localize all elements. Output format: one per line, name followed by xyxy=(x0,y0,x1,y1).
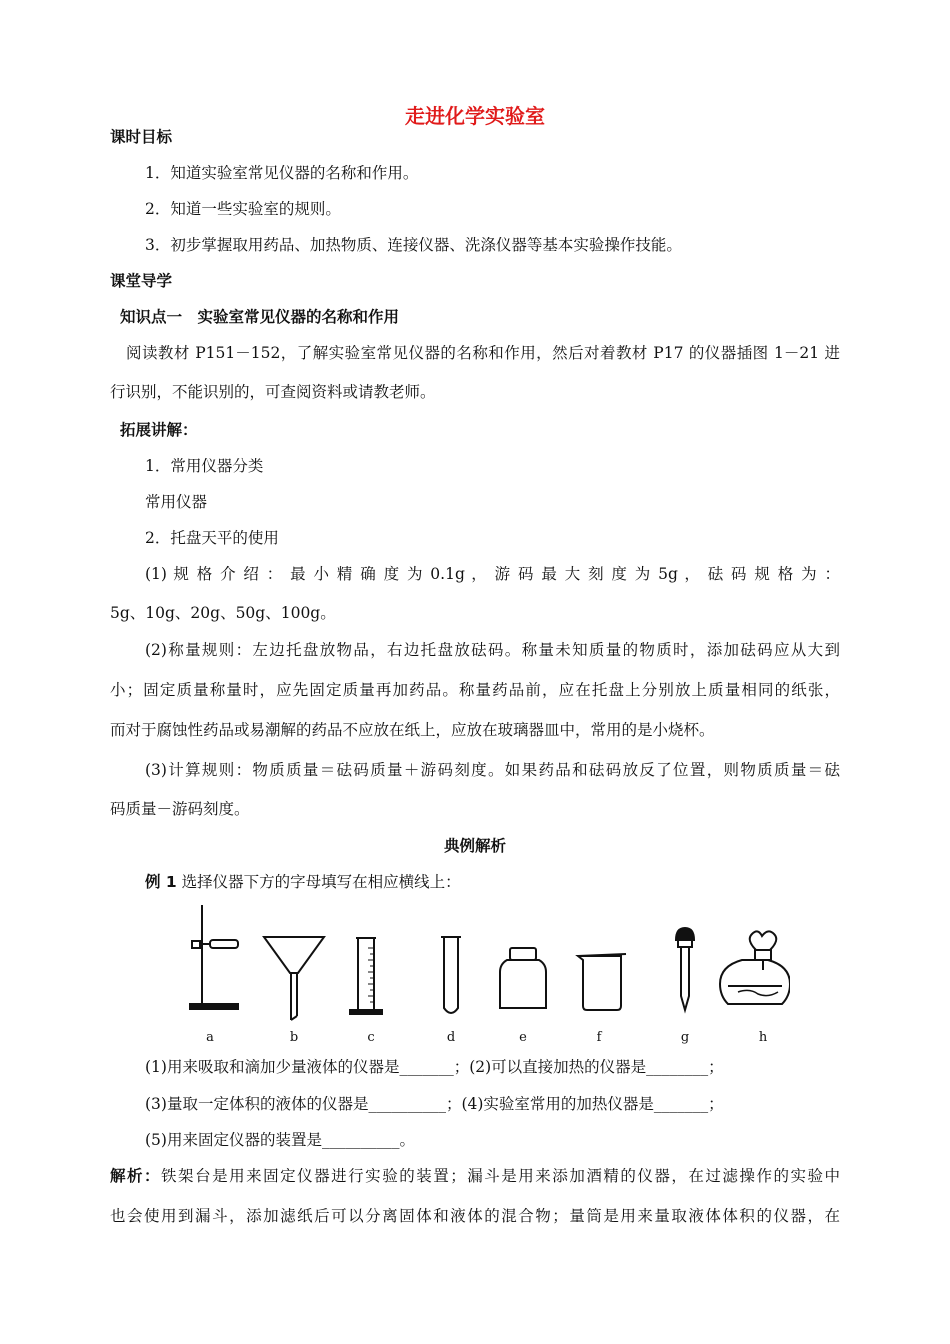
question-line-2: (3)量取一定体积的液体的仪器是__________；(4)实验室常用的加热仪器是_______； xyxy=(145,1095,724,1113)
example-label: 例 1 xyxy=(145,873,177,891)
spec-line-1: (1) 规 格 介 绍 ： 最 小 精 确 度 为 0.1g ， 游 码 最 大 刻 度 为 5g ， 砝 码 规 格 为 ： xyxy=(145,565,840,583)
figure-label-c: c xyxy=(367,1030,375,1045)
figure-label-b: b xyxy=(289,1030,299,1045)
goals-heading: 课时目标 xyxy=(110,128,173,146)
example-prompt-text: 选择仪器下方的字母填写在相应横线上： xyxy=(181,873,461,891)
analysis-line-1 xyxy=(110,1166,840,1186)
expand-item-1: 1．常用仪器分类 xyxy=(145,457,264,475)
figure-label-h: h xyxy=(758,1030,768,1045)
rule-line-1: (2)称量规则：左边托盘放物品，右边托盘放砝码。称量未知质量的物质时，添加砝码应从大到 xyxy=(145,641,840,659)
beaker-icon xyxy=(578,954,626,1010)
example-heading: 典例解析 xyxy=(443,837,506,855)
figure-label-e: e xyxy=(519,1030,527,1045)
question-line-1: (1)用来吸取和滴加少量液体的仪器是_______；(2)可以直接加热的仪器是________； xyxy=(145,1058,724,1076)
expand-item-1-sub: 常用仪器 xyxy=(145,493,208,511)
figure-label-d: d xyxy=(446,1030,456,1045)
page-title: 走进化学实验室 xyxy=(405,104,545,128)
question-line-3: (5)用来固定仪器的装置是__________。 xyxy=(145,1131,415,1149)
calc-line-1: (3)计算规则：物质质量＝砝码质量＋游码刻度。如果药品和砝码放反了位置，则物质质量＝砝 xyxy=(145,761,840,779)
figure-label-a: a xyxy=(206,1030,214,1045)
figure-label-f: f xyxy=(596,1030,602,1045)
goal-item-3: 3．初步掌握取用药品、加热物质、连接仪器、洗涤仪器等基本实验操作技能。 xyxy=(145,236,682,254)
example-prompt xyxy=(145,872,461,892)
rule-line-3: 而对于腐蚀性药品或易潮解的药品不应放在纸上，应放在玻璃器皿中，常用的是小烧杯。 xyxy=(110,721,715,739)
dropper-icon xyxy=(676,928,694,1010)
figure-label-g: g xyxy=(680,1030,690,1045)
knowledge-point-1: 知识点一 实验室常见仪器的名称和作用 xyxy=(120,308,400,326)
goal-item-2: 2．知道一些实验室的规则。 xyxy=(145,200,341,218)
reading-instruction-line-2: 行识别，不能识别的，可查阅资料或请教老师。 xyxy=(110,383,436,401)
reading-instruction-line-1: 阅读教材 P151－152，了解实验室常见仪器的名称和作用，然后对着教材 P17 的仪器插图 1－21 进 xyxy=(126,344,840,362)
goal-item-1: 1．知道实验室常见仪器的名称和作用。 xyxy=(145,164,419,182)
calc-line-2: 码质量－游码刻度。 xyxy=(110,800,250,818)
expand-heading: 拓展讲解： xyxy=(120,421,198,439)
iron-stand-icon xyxy=(190,905,238,1009)
expand-item-2: 2．托盘天平的使用 xyxy=(145,529,279,547)
test-tube-icon xyxy=(441,937,461,1013)
rule-line-2: 小；固定质量称量时，应先固定质量再加药品。称量药品前，应在托盘上分别放上质量相同的纸张， xyxy=(110,681,840,699)
analysis-line-2: 也会使用到漏斗，添加滤纸后可以分离固体和液体的混合物；量筒是用来量取液体体积的仪器，在 xyxy=(110,1207,840,1225)
analysis-label: 解析： xyxy=(110,1167,162,1185)
funnel-icon xyxy=(264,937,324,1020)
graduated-cylinder-icon xyxy=(350,938,382,1014)
reagent-bottle-icon xyxy=(500,948,546,1008)
alcohol-lamp-icon xyxy=(720,931,790,1004)
guide-heading: 课堂导学 xyxy=(110,272,173,290)
analysis-text-1: 铁架台是用来固定仪器进行实验的装置；漏斗是用来添加酒精的仪器，在过滤操作的实验中 xyxy=(161,1167,840,1185)
apparatus-figure xyxy=(180,900,790,1050)
spec-line-2: 5g、10g、20g、50g、100g。 xyxy=(110,604,336,622)
